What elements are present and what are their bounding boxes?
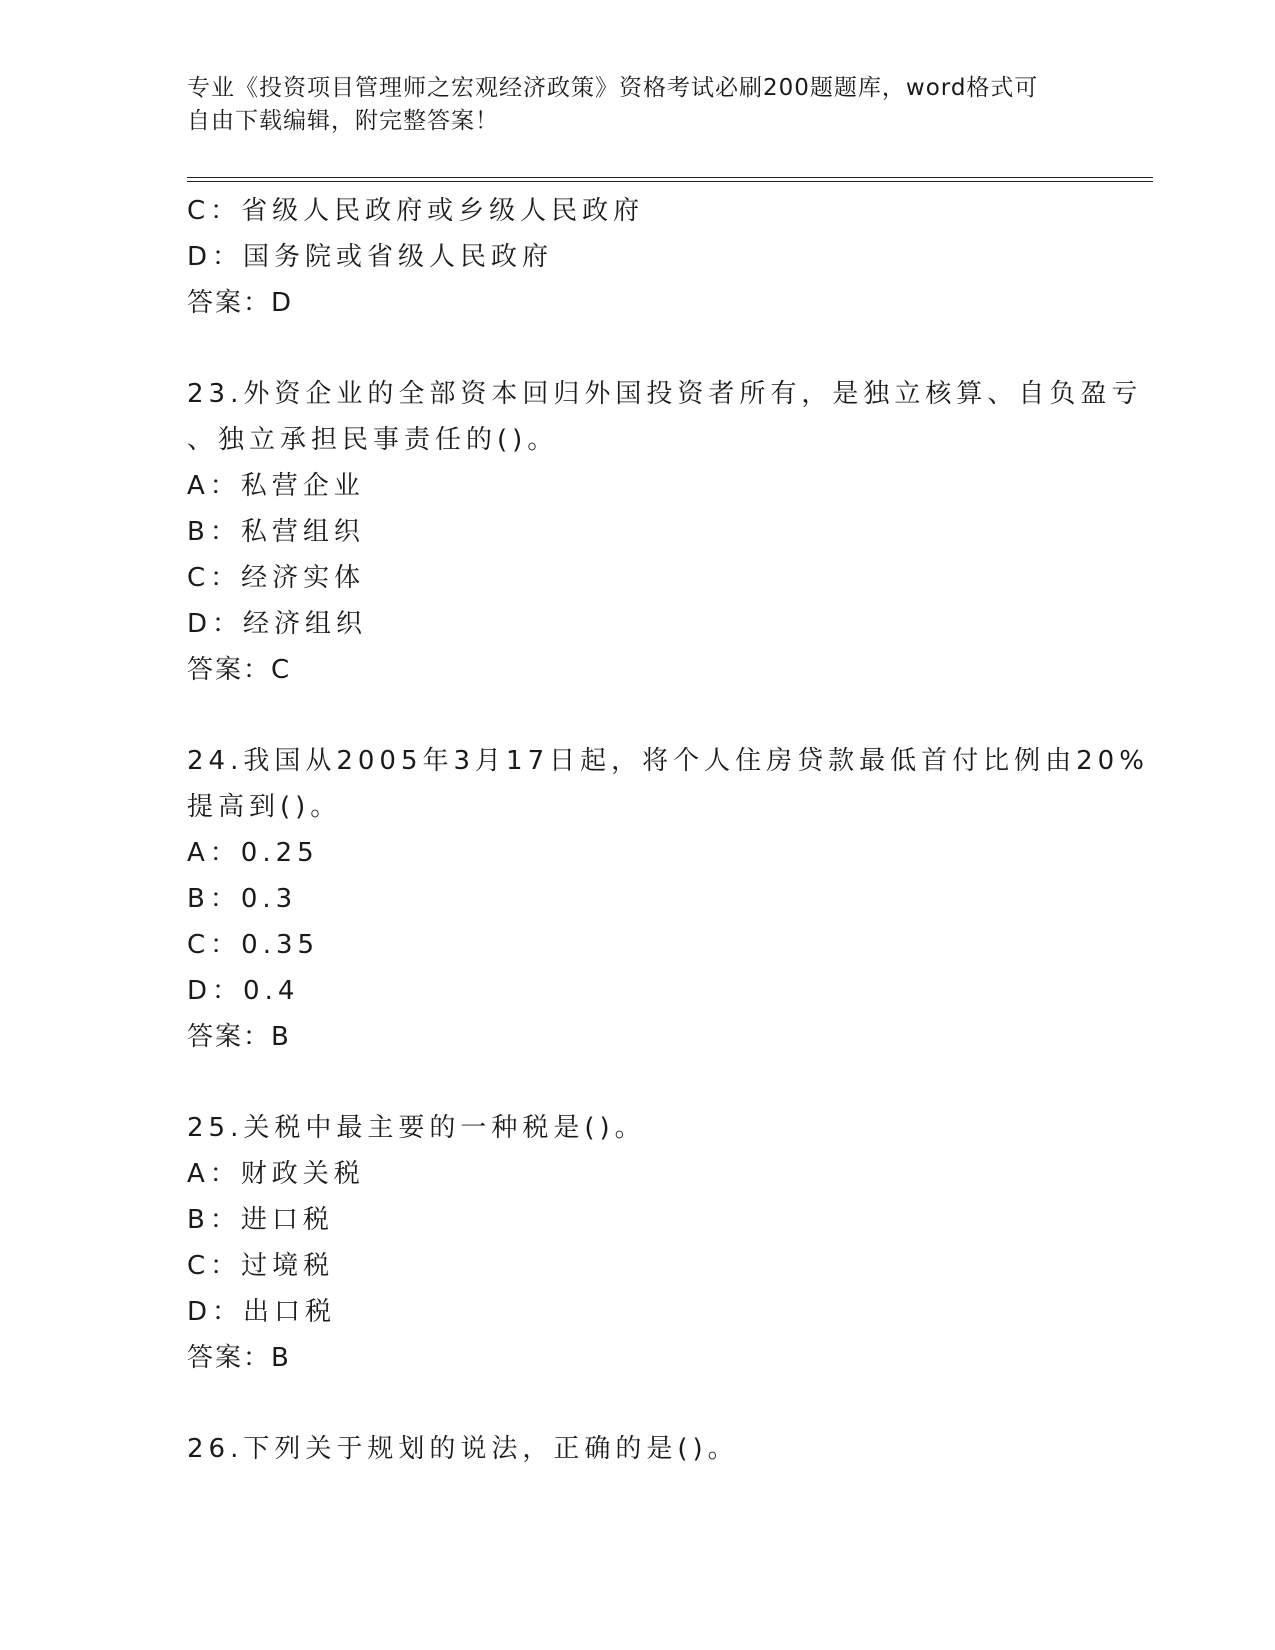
answer-line: 答案：B xyxy=(187,1343,291,1373)
option-b: B：进口税 xyxy=(187,1205,334,1235)
header-line-1: 专业《投资项目管理师之宏观经济政策》资格考试必刷200题题库，word格式可 xyxy=(187,75,1039,101)
question-stem-continued: 提高到()。 xyxy=(187,792,342,822)
question-stem: 25.关税中最主要的一种税是()。 xyxy=(187,1113,646,1143)
question-stem-continued: 、独立承担民事责任的()。 xyxy=(187,425,559,455)
header-line-2: 自由下载编辑，附完整答案！ xyxy=(187,108,499,134)
option-c: C：0.35 xyxy=(187,930,320,960)
option-c: C：经济实体 xyxy=(187,563,366,593)
option-d: D：0.4 xyxy=(187,976,300,1006)
block-spacer xyxy=(187,693,1087,738)
option-c: C：过境税 xyxy=(187,1251,335,1281)
option-a: A：财政关税 xyxy=(187,1159,365,1189)
document-header xyxy=(187,72,1067,138)
option-a: A：私营企业 xyxy=(187,471,365,501)
question-stem: 24.我国从2005年3月17日起，将个人住房贷款最低首付比例由20% xyxy=(187,746,1149,776)
block-spacer xyxy=(187,1381,1087,1426)
question-block xyxy=(187,371,1143,693)
block-spacer xyxy=(187,326,1087,371)
option-b: B：私营组织 xyxy=(187,517,365,547)
question-block xyxy=(187,188,1087,326)
option-d: D：经济组织 xyxy=(187,609,368,639)
answer-line: 答案：C xyxy=(187,655,292,685)
answer-line: 答案：B xyxy=(187,1022,291,1052)
question-block xyxy=(187,1105,1087,1381)
question-list xyxy=(187,188,1149,1472)
question-block xyxy=(187,738,1149,1060)
answer-line: 答案：D xyxy=(187,288,294,318)
question-stem: 23.外资企业的全部资本回归外国投资者所有，是独立核算、自负盈亏 xyxy=(187,379,1143,409)
option-d: D：出口税 xyxy=(187,1297,337,1327)
option-b: B：0.3 xyxy=(187,884,298,914)
option-c: C：省级人民政府或乡级人民政府 xyxy=(187,196,645,226)
question-stem: 26.下列关于规划的说法，正确的是()。 xyxy=(187,1434,739,1464)
option-d: D：国务院或省级人民政府 xyxy=(187,242,554,272)
header-divider xyxy=(187,177,1153,182)
block-spacer xyxy=(187,1060,1087,1105)
option-a: A：0.25 xyxy=(187,838,319,868)
question-block xyxy=(187,1426,1087,1472)
